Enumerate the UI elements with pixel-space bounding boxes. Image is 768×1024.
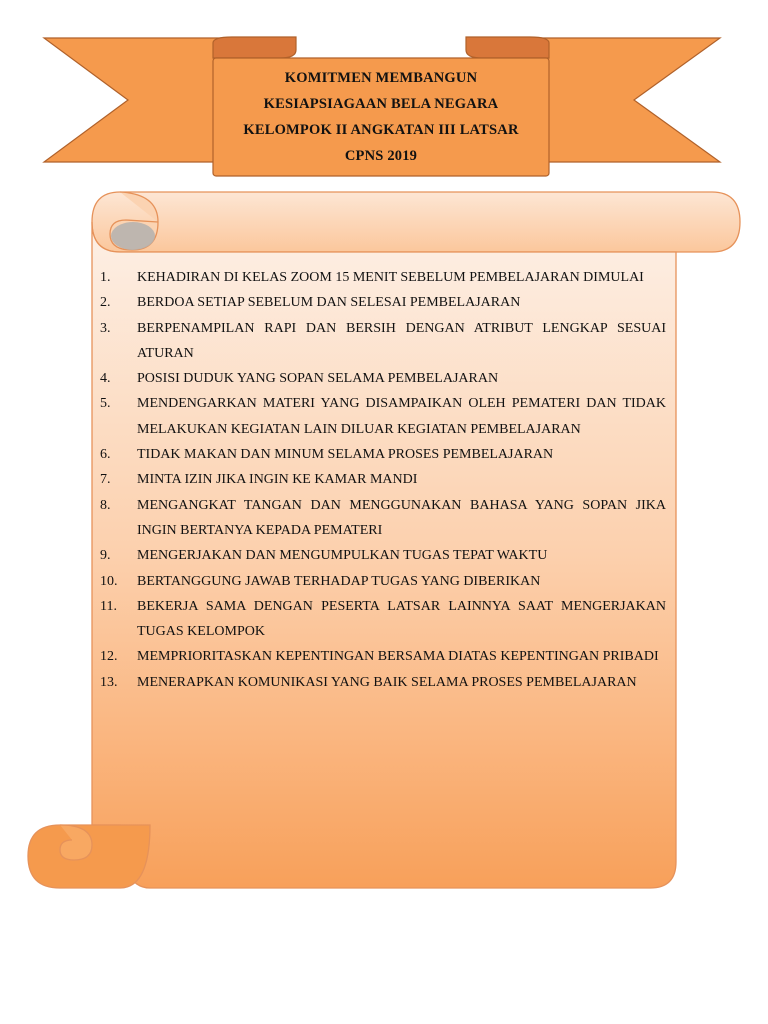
list-item — [100, 493, 666, 544]
list-item — [100, 644, 666, 669]
item-number: 8. — [100, 497, 111, 513]
item-number: 11. — [100, 598, 117, 614]
banner-title — [213, 58, 549, 176]
list-item — [100, 467, 666, 492]
scroll-top-roll — [92, 192, 740, 252]
item-number: 6. — [100, 447, 111, 463]
list-item — [100, 265, 666, 290]
item-number: 3. — [100, 320, 111, 336]
ribbon-right-fold — [466, 37, 549, 58]
list-item — [100, 670, 666, 695]
list-item — [100, 543, 666, 568]
list-item — [100, 594, 666, 645]
item-text: MENDENGARKAN MATERI YANG DISAMPAIKAN OLEH PEMATERI DAN TIDAK MELAKUKAN KEGIATAN LAIN DILUAR KEGIATAN PEMBELAJARAN — [137, 396, 666, 437]
item-number: 1. — [100, 270, 111, 285]
item-text: MEMPRIORITASKAN KEPENTINGAN BERSAMA DIATAS KEPENTINGAN PRIBADI — [137, 649, 659, 665]
item-number: 13. — [100, 674, 118, 690]
banner-title-line-2: KESIAPSIAGAAN BELA NEGARA — [263, 96, 499, 112]
item-text: MENGANGKAT TANGAN DAN MENGGUNAKAN BAHASA YANG SOPAN JIKA INGIN BERTANYA KEPADA PEMATERI — [137, 497, 666, 538]
item-number: 4. — [100, 371, 111, 387]
banner-title-line-1: KOMITMEN MEMBANGUN — [284, 70, 478, 86]
item-number: 10. — [100, 573, 118, 589]
item-text: BERPENAMPILAN RAPI DAN BERSIH DENGAN ATRIBUT LENGKAP SESUAI ATURAN — [137, 320, 666, 361]
list-item — [100, 316, 666, 367]
item-text: BEKERJA SAMA DENGAN PESERTA LATSAR LAINNYA SAAT MENGERJAKAN TUGAS KELOMPOK — [137, 598, 666, 640]
list-item — [100, 366, 666, 391]
item-text: POSISI DUDUK YANG SOPAN SELAMA PEMBELAJARAN — [137, 371, 499, 387]
item-text: TIDAK MAKAN DAN MINUM SELAMA PROSES PEMBELAJARAN — [137, 447, 554, 463]
item-number: 2. — [100, 295, 111, 311]
item-text: MENERAPKAN KOMUNIKASI YANG BAIK SELAMA PROSES PEMBELAJARAN — [137, 674, 637, 690]
item-text: BERDOA SETIAP SEBELUM DAN SELESAI PEMBELAJARAN — [137, 295, 521, 311]
banner-title-line-4: CPNS 2019 — [344, 148, 418, 164]
item-number: 5. — [100, 396, 111, 412]
list-item — [100, 442, 666, 467]
item-text: KEHADIRAN DI KELAS ZOOM 15 MENIT SEBELUM PEMBELAJARAN DIMULAI — [137, 270, 644, 285]
item-number: 9. — [100, 548, 111, 564]
banner-title-line-3: KELOMPOK II ANGKATAN III LATSAR — [243, 122, 519, 138]
item-text: BERTANGGUNG JAWAB TERHADAP TUGAS YANG DIBERIKAN — [137, 573, 541, 589]
item-text: MENGERJAKAN DAN MENGUMPULKAN TUGAS TEPAT WAKTU — [137, 548, 548, 564]
list-item — [100, 391, 666, 442]
item-number: 7. — [100, 472, 111, 488]
ribbon-left-fold — [213, 37, 296, 58]
list-item — [100, 290, 666, 315]
commitment-list — [100, 265, 666, 695]
scroll-top-curl-shadow — [111, 222, 155, 250]
item-number: 12. — [100, 649, 118, 665]
list-item — [100, 569, 666, 594]
item-text: MINTA IZIN JIKA INGIN KE KAMAR MANDI — [137, 472, 418, 488]
